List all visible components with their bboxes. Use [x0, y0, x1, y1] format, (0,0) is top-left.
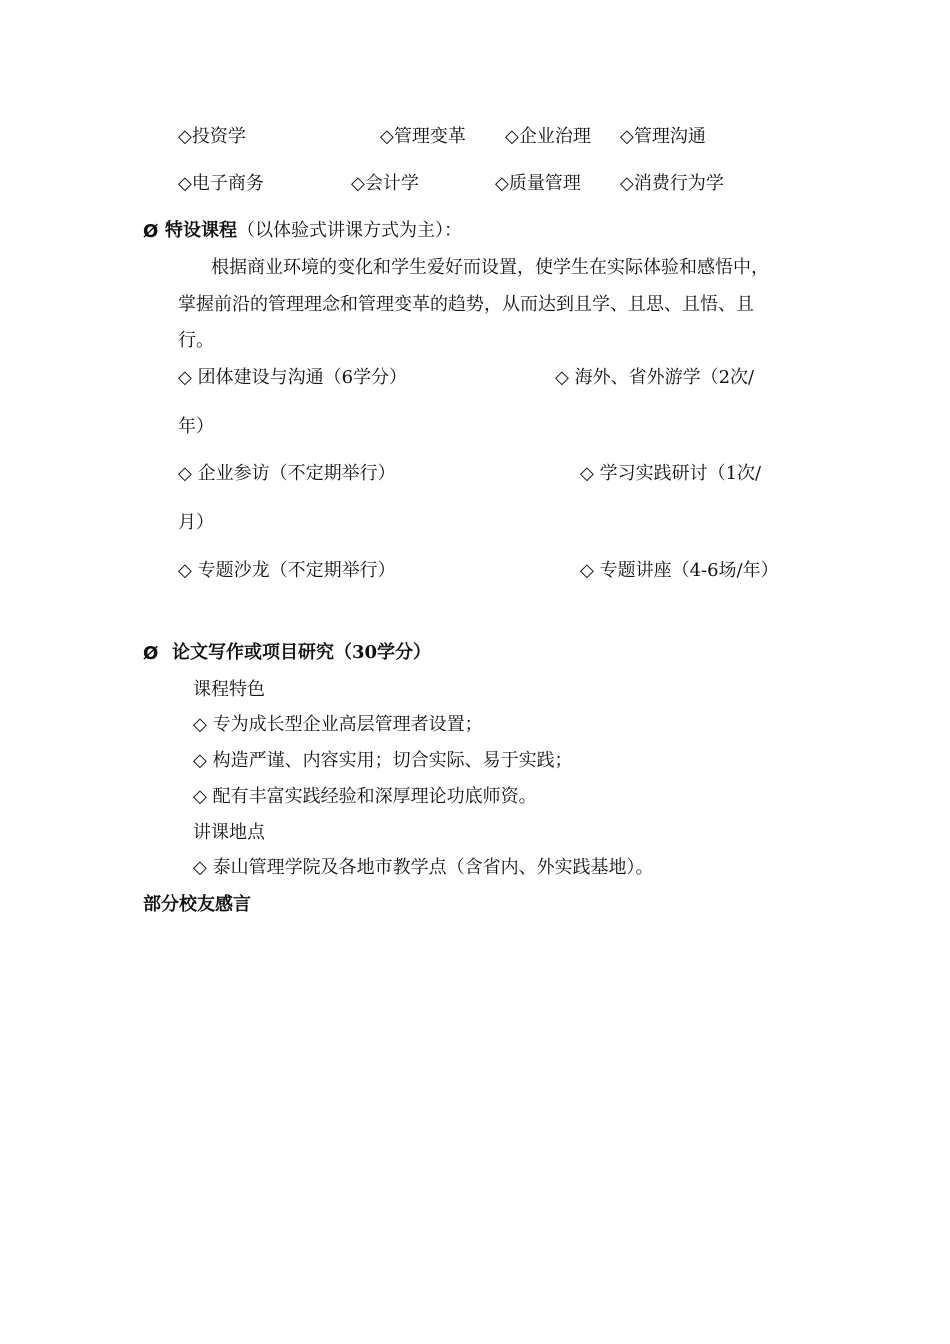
special-item: ◇ 企业参访（不定期举行） — [178, 463, 396, 484]
feature-item: ◇ 专为成长型企业高层管理者设置； — [193, 714, 483, 735]
location-item: ◇ 泰山管理学院及各地市教学点（含省内、外实践基地）。 — [193, 857, 654, 878]
course-item: ◇管理沟通 — [620, 126, 706, 147]
course-item: ◇电子商务 — [178, 173, 264, 194]
section-title: 特设课程 — [165, 220, 237, 241]
course-item: ◇消费行为学 — [620, 173, 724, 194]
section-subtitle: （以体验式讲课方式为主）： — [237, 220, 462, 241]
feature-item: ◇ 配有丰富实践经验和深厚理论功底师资。 — [193, 786, 537, 807]
alumni-heading: 部分校友感言 — [143, 894, 251, 915]
section-bullet: Ø — [143, 643, 159, 664]
course-item: ◇质量管理 — [495, 173, 581, 194]
section-heading-thesis: 论文写作或项目研究（30学分） — [172, 642, 432, 663]
special-item: ◇ 学习实践研讨（1次/ — [580, 463, 762, 484]
special-item: ◇ 专题讲座（4-6场/年） — [580, 560, 779, 581]
special-item: ◇ 专题沙龙（不定期举行） — [178, 560, 396, 581]
paragraph-line: 行。 — [178, 330, 214, 351]
course-item: ◇管理变革 — [380, 126, 466, 147]
section-bullet: Ø — [143, 221, 159, 242]
location-label: 讲课地点 — [193, 822, 265, 843]
course-item: ◇企业治理 — [505, 126, 591, 147]
paragraph-line: 根据商业环境的变化和学生爱好而设置，使学生在实际体验和感悟中， — [211, 257, 769, 278]
special-item-continued: 月） — [178, 512, 214, 533]
paragraph-line: 掌握前沿的管理理念和管理变革的趋势，从而达到且学、且思、且悟、且 — [178, 294, 754, 315]
special-item-continued: 年） — [178, 416, 214, 437]
features-label: 课程特色 — [193, 679, 265, 700]
section-heading-special — [165, 222, 462, 240]
course-item: ◇投资学 — [178, 126, 246, 147]
feature-item: ◇ 构造严谨、内容实用；切合实际、易于实践； — [193, 750, 573, 771]
special-item: ◇ 团体建设与沟通（6学分） — [178, 367, 408, 388]
course-item: ◇会计学 — [351, 173, 419, 194]
special-item: ◇ 海外、省外游学（2次/ — [555, 367, 755, 388]
